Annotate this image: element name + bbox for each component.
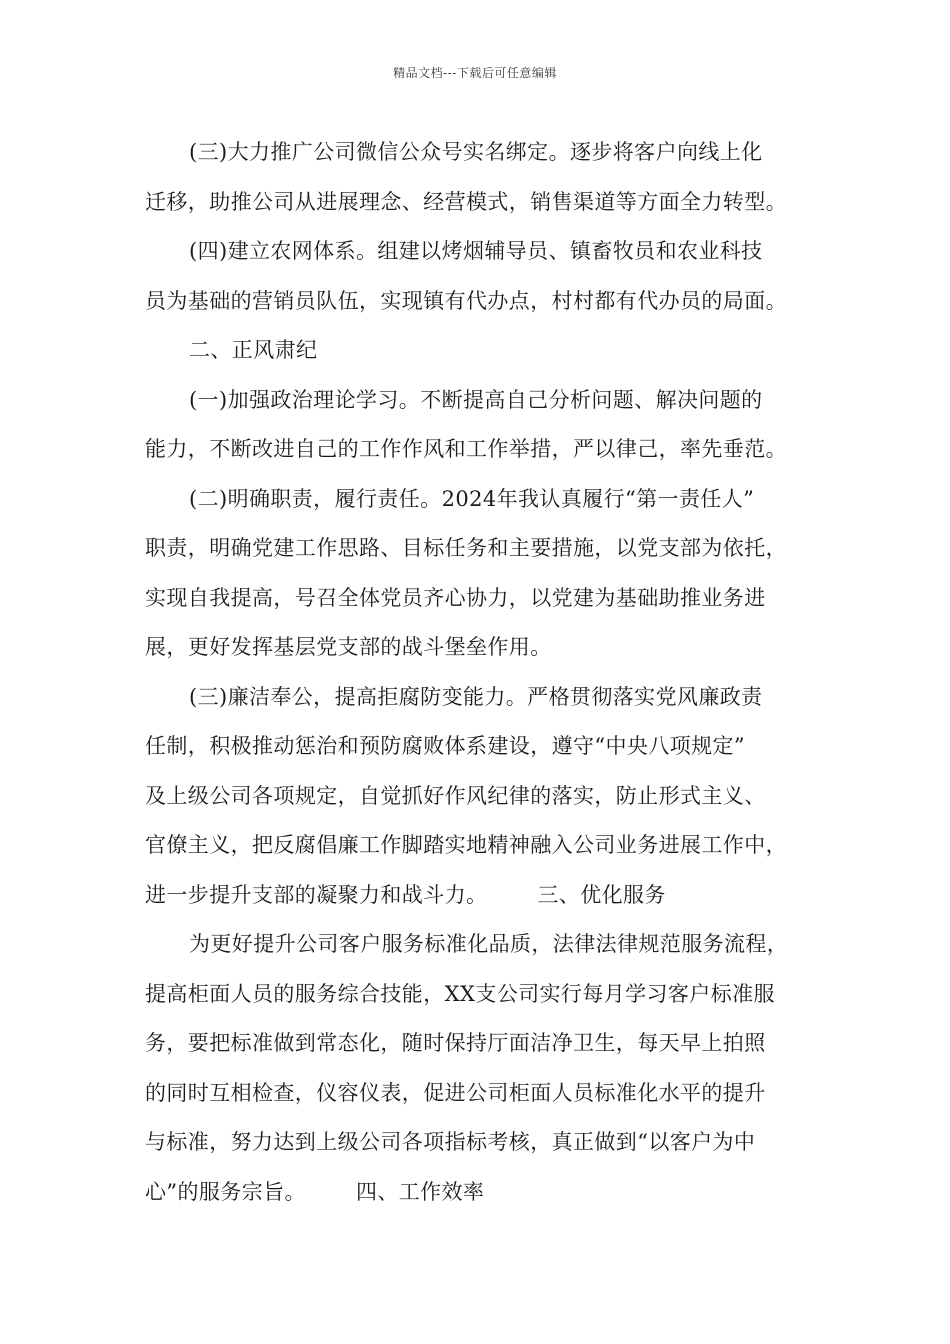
text-line [145,871,825,921]
text-line: (一)加强政治理论学习。不断提高自己分析问题、解决问题的 [189,387,763,412]
section-heading: 二、正风肃纪 [189,338,318,362]
page-header: 精品文档---下载后可任意编辑 [393,66,557,80]
section-heading-inline: 三、优化服务 [537,882,666,907]
text-line: 能力，不断改进自己的工作作风和工作举措，严以律己，率先垂范。 [145,437,787,461]
text-line: 提高柜面人员的服务综合技能，XX支公司实行每月学习客户标准服 [145,981,775,1006]
text-line: 职责，明确党建工作思路、目标任务和主要措施，以党支部为依托， [145,536,787,560]
text-line: 展，更好发挥基层党支部的战斗堡垒作用。 [145,635,552,659]
text-line: 任制，积极推动惩治和预防腐败体系建设，遵守“中央八项规定” [145,734,746,758]
text-line: 为更好提升公司客户服务标准化品质，法律法律规范服务流程， [189,932,789,956]
text-line: 与标准，努力达到上级公司各项指标考核，真正做到“以客户为中 [145,1130,756,1154]
text-line-body: 心”的服务宗旨。 [145,1179,306,1204]
text-line [145,1168,825,1218]
text-line: (三)廉洁奉公，提高拒腐防变能力。严格贯彻落实党风廉政责 [189,684,763,709]
text-line: (四)建立农网体系。组建以烤烟辅导员、镇畜牧员和农业科技 [189,239,763,263]
text-line: 及上级公司各项规定，自觉抓好作风纪律的落实，防止形式主义、 [145,783,766,808]
section-heading-inline: 四、工作效率 [355,1179,485,1204]
text-line: (二)明确职责，履行责任。2024年我认真履行“第一责任人” [189,486,755,511]
text-line: 官僚主义，把反腐倡廉工作脚踏实地精神融入公司业务进展工作中， [145,833,787,857]
text-line: 实现自我提高，号召全体党员齐心协力，以党建为基础助推业务进 [145,585,766,610]
document-body [145,128,825,1217]
text-line-body: 进一步提升支部的凝聚力和战斗力。 [145,882,488,907]
text-line: (三)大力推广公司微信公众号实名绑定。逐步将客户向线上化 [189,140,763,164]
text-line: 的同时互相检查，仪容仪表，促进公司柜面人员标准化水平的提升 [145,1080,766,1105]
text-line: 迁移，助推公司从进展理念、经营模式，销售渠道等方面全力转型。 [145,189,787,214]
text-line: 员为基础的营销员队伍，实现镇有代办点，村村都有代办员的局面。 [145,288,787,313]
text-line: 务，要把标准做到常态化，随时保持厅面洁净卫生，每天早上拍照 [145,1031,766,1055]
